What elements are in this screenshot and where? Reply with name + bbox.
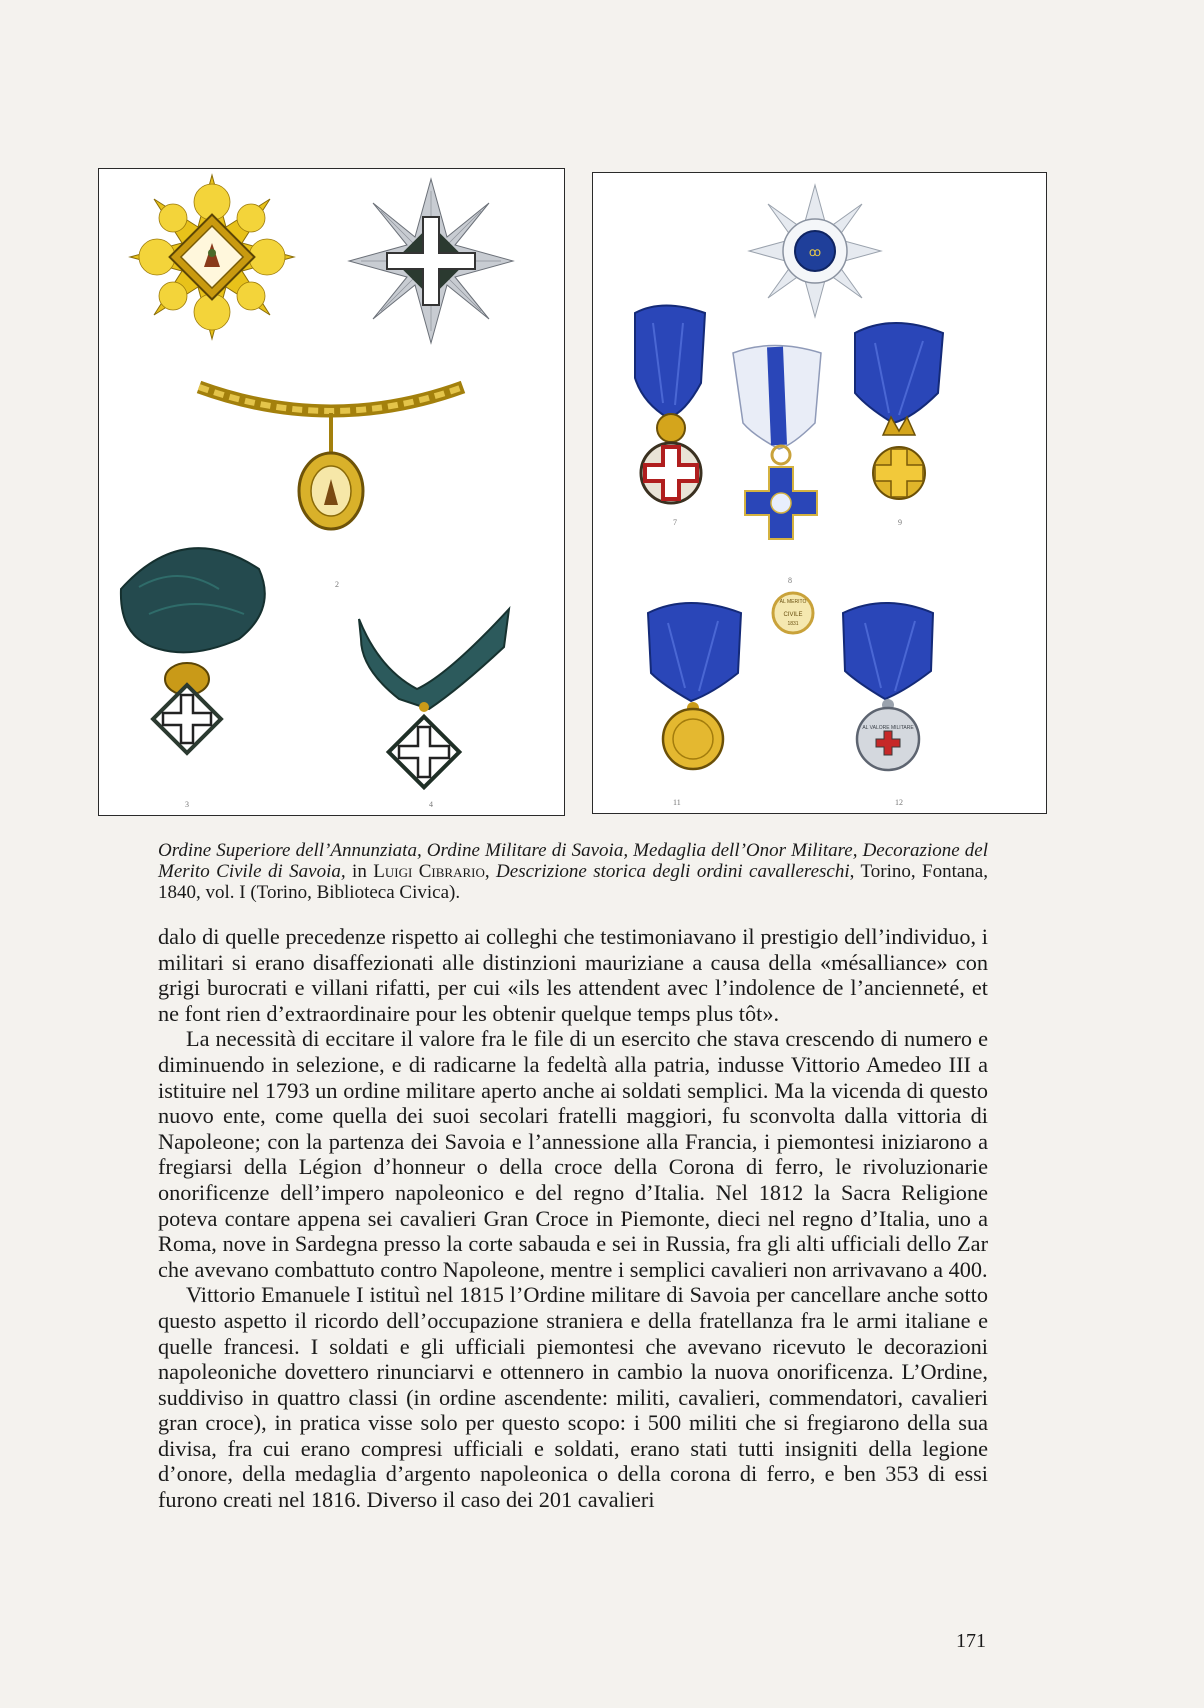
figure-plate-right <box>592 172 1047 814</box>
medal-inscription-civile: CIVILE <box>783 612 803 618</box>
page-number: 171 <box>956 1630 986 1652</box>
medal-inscription-valore: AL VALORE MILITARE <box>862 725 914 731</box>
silver-valor-medal-icon <box>843 603 933 770</box>
paragraph: La necessità di eccitare il valore fra le file di un esercito che stava crescendo di numero e diminuendo in selezione, e di radicarne la fedeltà alla patria, indusse Vittorio Amedeo III a istituire nel 1793 un ordine militare aperto anche ai soldati semplici. Ma la vicenda di questo nuovo ente, come quella dei suoi secolari fratelli maggiori, fu sconvolta dalla vittoria di Napoleone; con la partenza dei Savoia e l’annessione alla Francia, i piemontesi iniziarono a fregiarsi della Légion d’honneur o della croce della Corona di ferro, le rivoluzionarie onorificenze dell’impero napoleonico e del regno d’Italia. Nel 1812 la Sacra Religione poteva contare appena sei cavalieri Gran Croce in Piemonte, dieci nel regno d’Italia, uno a Roma, nove in Sardegna presso la corte sabauda e sei in Russia, fra gli alti ufficiali dello Zar che avevano combattuto contro Napoleone, mentre i semplici cavalieri non arrivavano a 400. <box>158 1026 988 1282</box>
figure-number: 2 <box>335 580 339 589</box>
figure-number: 9 <box>898 518 902 527</box>
merito-gold-cross-icon <box>855 323 943 499</box>
svg-text:ꝏ: ꝏ <box>808 245 822 259</box>
plate-left-illustration <box>99 169 564 815</box>
figure-number: 4 <box>429 800 433 809</box>
savoia-knight-cross-icon <box>359 609 509 787</box>
medal-inscription-top: AL MERITO <box>779 599 807 605</box>
paragraph: Vittorio Emanuele I istituì nel 1815 l’Ordine militare di Savoia per cancellare anche sotto questo aspetto il ricordo dell’occupazione straniera e della fratellanza fra le armi italiane e quelle francesi. I soldati e gli ufficiali piemontesi che avevano ricevuto le decorazioni napoleoniche dovettero rinunciarvi e ottennero in cambio la nuova onorificenza. L’Ordine, suddiviso in quattro classi (in ordine ascendente: militi, cavalieri, commendatori, cavalieri gran croce), in pratica visse solo per questo scopo: i 500 militi che si fregiarono della sua divisa, fra cui erano compresi ufficiali e soldati, erano stati tutti insigniti della legione d’onore, della medaglia d’argento napoleonica o della corona di ferro, e ben 353 di essi furono creati nel 1816. Diverso il caso dei 201 cavalieri <box>158 1282 988 1513</box>
caption-sep: , <box>484 861 497 882</box>
annunziata-collar-icon <box>199 387 463 529</box>
figure-caption <box>158 840 988 903</box>
annunziata-star-icon <box>130 175 294 339</box>
onor-militare-medal-icon <box>635 306 705 504</box>
figure-plate-left <box>98 168 565 816</box>
civile-round-medal-icon <box>773 593 813 633</box>
figure-number: 3 <box>185 800 189 809</box>
caption-in: in <box>345 861 374 882</box>
gold-valor-medal-icon <box>648 603 741 769</box>
savoia-silver-star-icon <box>349 179 513 343</box>
figure-number: 8 <box>788 576 792 585</box>
caption-source: , Torino, Fontana, 1840, vol. I (Torino, Biblioteca Civica). <box>158 861 988 903</box>
merito-civile-star-icon <box>749 185 881 317</box>
plate-right-illustration <box>593 173 1046 813</box>
figure-number: 11 <box>673 798 681 807</box>
medal-inscription-year: 1831 <box>787 621 799 627</box>
blue-cross-medal-icon <box>733 346 821 540</box>
body-text <box>158 924 988 1513</box>
caption-book-title: Descrizione storica degli ordini cavallereschi <box>496 861 850 882</box>
caption-subjects: Ordine Superiore dell’Annunziata, Ordine Militare di Savoia, Medaglia dell’Onor Militare, Decorazione del Merito Civile di Savoia, <box>158 840 988 882</box>
caption-author: Luigi Cibrario <box>373 861 485 882</box>
savoia-cross-ribbon-icon <box>121 548 265 753</box>
figure-number: 7 <box>673 518 677 527</box>
figure-number: 12 <box>895 798 903 807</box>
paragraph: dalo di quelle precedenze rispetto ai colleghi che testimoniavano il prestigio dell’individuo, i militari si erano disaffezionati alle distinzioni mauriziane a causa della «mésalliance» con grigi burocrati e villani rifatti, per cui «ils les attendent avec l’indolence de l’ancienneté, et ne font rien d’extraordinaire pour les obtenir quelque temps plus tôt». <box>158 924 988 1026</box>
